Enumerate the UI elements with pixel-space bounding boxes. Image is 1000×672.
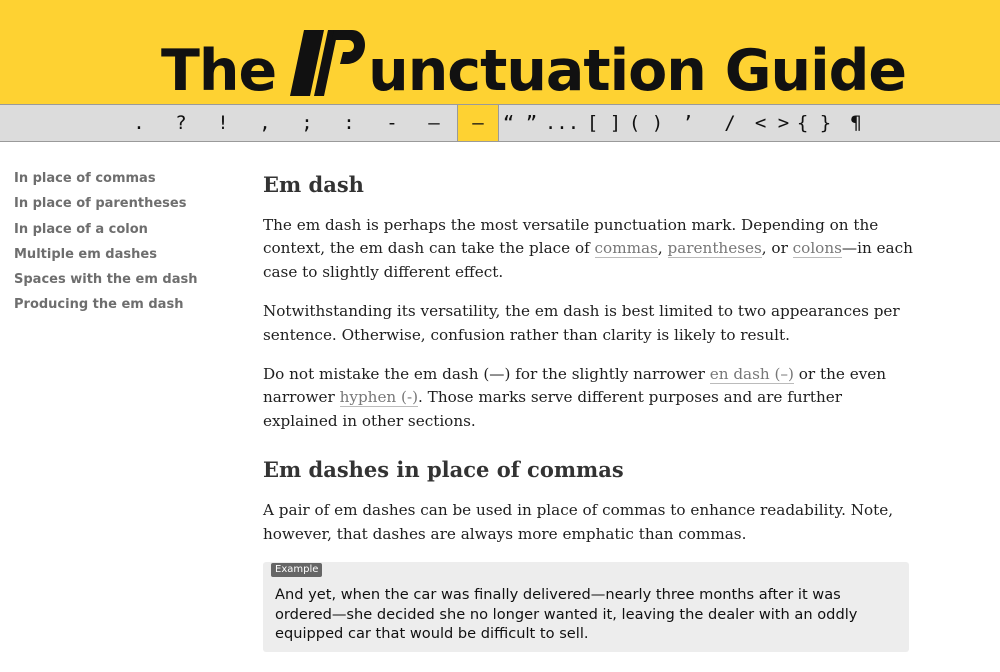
nav-apostrophe[interactable]: ’: [682, 112, 694, 134]
nav-parentheses[interactable]: ( ): [628, 112, 664, 134]
nav-em-dash[interactable]: —: [457, 105, 499, 141]
link-hyphen[interactable]: hyphen (-): [339, 388, 419, 407]
intro-paragraph: [263, 214, 913, 284]
page-title: Em dash: [263, 172, 364, 197]
intro-text-1: The em dash is perhaps the most versatile punctuation mark. Depending on the context, the em dash can take the place of: [263, 216, 879, 258]
logo-word-rest: unctuation Guide: [368, 38, 907, 104]
nav-colon[interactable]: :: [343, 112, 355, 134]
example-text: And yet, when the car was finally delivered—nearly three months after it was ordered—she decided she no longer wanted it, leaving the dealer with an oddly equipped car that would be difficult to sell.: [275, 586, 858, 643]
punctuation-nav-bar: [0, 104, 1000, 142]
commas-paragraph: A pair of em dashes can be used in place of commas to enhance readability. Note, however, that dashes are always more emphatic than commas.: [263, 501, 894, 543]
example-box: [263, 562, 909, 652]
site-header: [0, 0, 1000, 104]
versatility-paragraph: Notwithstanding its versatility, the em dash is best limited to two appearances per sentence. Otherwise, confusion rather than clarity is likely to result.: [263, 302, 900, 344]
section-heading-commas: Em dashes in place of commas: [263, 457, 624, 483]
nav-en-dash[interactable]: –: [428, 112, 440, 134]
comparison-text-1: Do not mistake the em dash (—) for the slightly narrower: [263, 365, 710, 384]
nav-slash[interactable]: /: [724, 112, 736, 134]
nav-pilcrow[interactable]: ¶: [850, 112, 862, 134]
intro-text-4: —in each case to slightly different effect.: [263, 239, 913, 281]
link-en-dash[interactable]: en dash (–): [709, 365, 794, 384]
sidebar-item-multiple-em-dashes[interactable]: Multiple em dashes: [14, 246, 157, 262]
comparison-text-2: or the even narrower: [263, 365, 887, 407]
nav-quotation-marks[interactable]: “ ”: [502, 112, 538, 134]
link-parentheses[interactable]: parentheses: [667, 239, 762, 258]
sidebar-item-in-place-of-commas[interactable]: In place of commas: [14, 171, 156, 186]
intro-text-3: , or: [761, 239, 793, 258]
nav-comma[interactable]: ,: [259, 112, 271, 134]
nav-angle-brackets[interactable]: < >: [754, 112, 790, 134]
link-colons[interactable]: colons: [792, 239, 842, 258]
sidebar-item-producing-em-dash[interactable]: Producing the em dash: [14, 297, 184, 313]
comparison-paragraph: [263, 363, 913, 433]
nav-exclamation-point[interactable]: !: [217, 112, 229, 134]
intro-text-2: ,: [657, 239, 668, 258]
nav-period[interactable]: .: [133, 112, 145, 134]
nav-braces[interactable]: { }: [796, 112, 832, 134]
sidebar-item-in-place-of-parentheses[interactable]: In place of parentheses: [14, 196, 187, 212]
nav-hyphen[interactable]: -: [386, 112, 398, 134]
nav-semicolon[interactable]: ;: [301, 112, 313, 134]
logo-word-the: The: [161, 38, 277, 104]
nav-brackets[interactable]: [ ]: [586, 112, 622, 134]
link-commas[interactable]: commas: [594, 239, 658, 258]
comparison-text-3: . Those marks serve different purposes and are further explained in other sections.: [263, 388, 842, 430]
example-badge: Example: [271, 563, 322, 577]
site-logo[interactable]: [161, 40, 906, 102]
punctuation-p-logo-icon: [290, 20, 370, 100]
main-content: [263, 170, 913, 652]
sidebar-item-in-place-of-a-colon[interactable]: In place of a colon: [14, 221, 148, 237]
nav-question-mark[interactable]: ?: [175, 112, 187, 134]
section-sidebar: [14, 170, 234, 322]
sidebar-item-spaces-with-em-dash[interactable]: Spaces with the em dash: [14, 272, 198, 288]
nav-ellipsis[interactable]: ...: [544, 112, 580, 134]
